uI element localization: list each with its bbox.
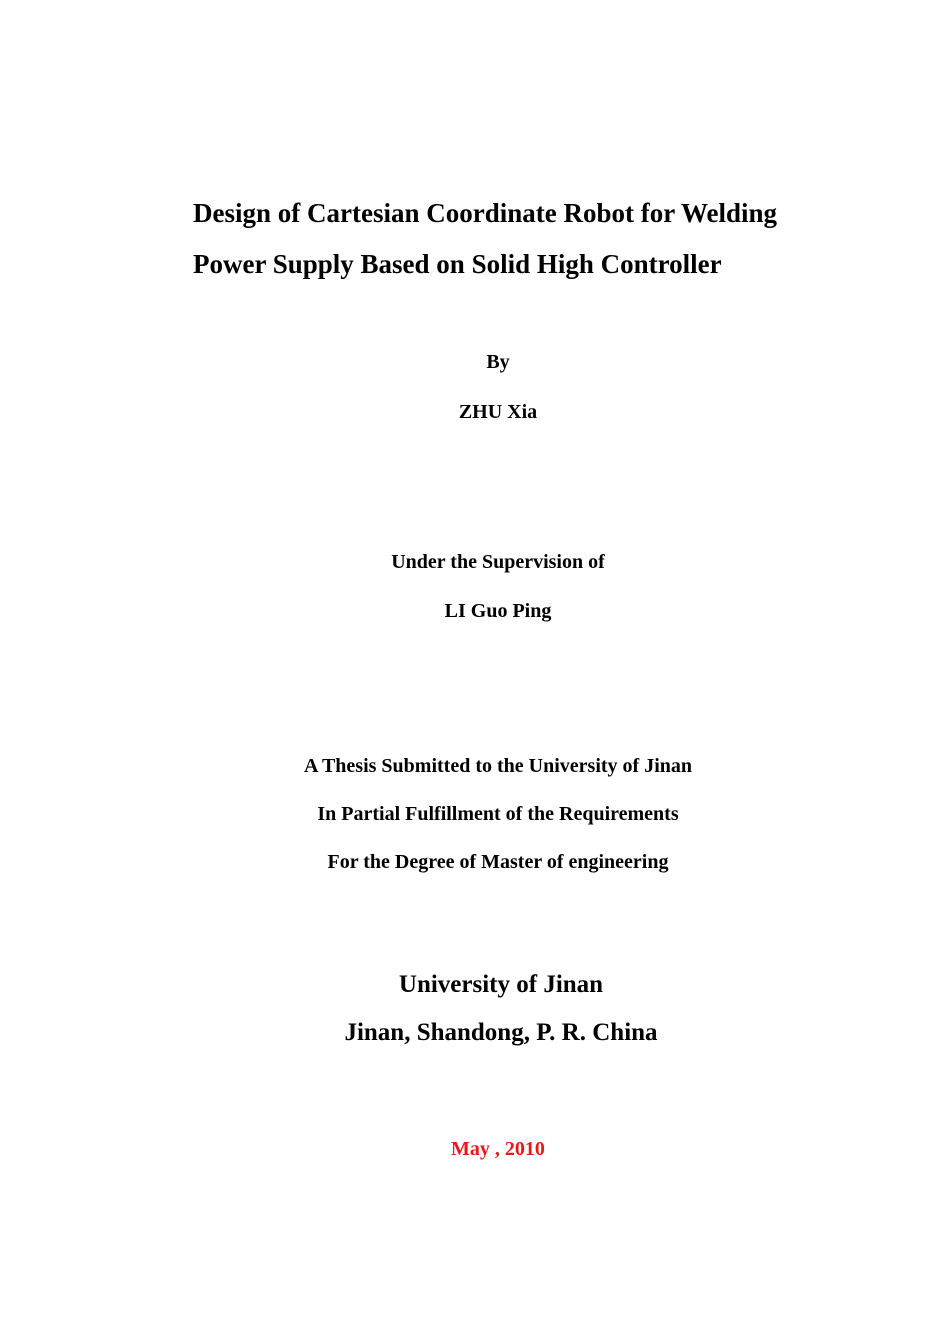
submission-date: May , 2010 (451, 1138, 545, 1160)
university-location: Jinan, Shandong, P. R. China (344, 1019, 658, 1046)
supervision-label: Under the Supervision of (391, 551, 605, 573)
author-name: ZHU Xia (458, 401, 538, 423)
submission-statement-line-2: In Partial Fulfillment of the Requirements (317, 803, 679, 825)
university-name: University of Jinan (398, 971, 604, 998)
by-label: By (486, 351, 510, 373)
thesis-title-line-2: Power Supply Based on Solid High Controller (193, 249, 722, 279)
submission-statement-line-3: For the Degree of Master of engineering (327, 851, 669, 873)
supervisor-name: LI Guo Ping (444, 600, 552, 622)
submission-statement-line-1: A Thesis Submitted to the University of Jinan (303, 755, 692, 777)
thesis-title-line-1: Design of Cartesian Coordinate Robot for Welding (193, 198, 778, 228)
